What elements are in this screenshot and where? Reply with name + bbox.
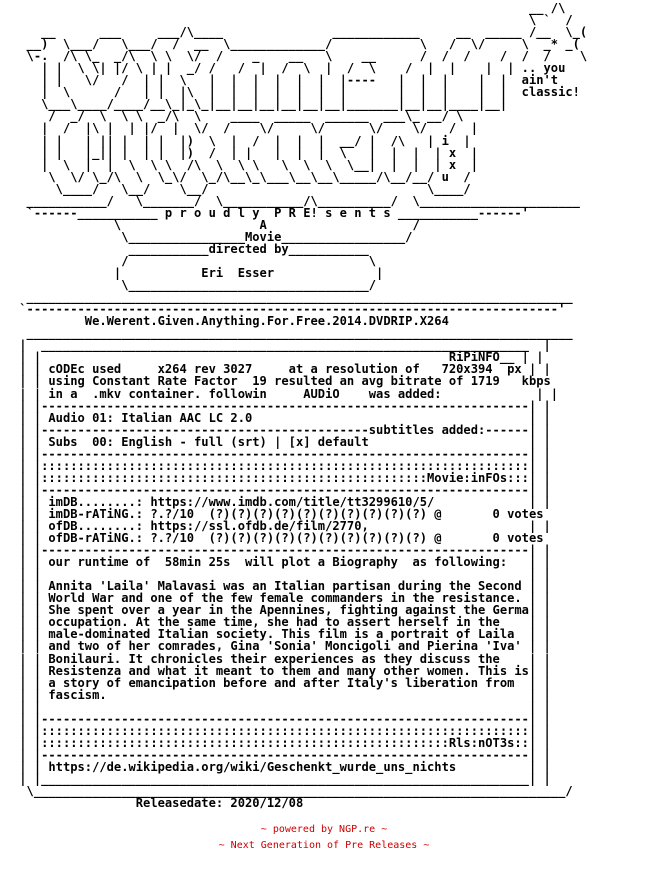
footer-powered-by: ~ powered by NGP.re ~: [260, 824, 388, 835]
nfo-text: __ /\ \ ` / __ ___ ___/\____ ____________ __ _____ /__ \_( __) \___/ \___/ / __ \_____________/ \ / \/ \ _* _( \-. /\ \_ _/\ \ \ \/ / _ __ \ __ / / / / / / \ | | \ \| |/ \ | | _/ / / | / \ | / \ / | | | | .. you | | \/ / | | \ | | | | | | |---- | | | | | ain't | \ / | | |\ | | | | | | | | | | | | classic! \___\____/____/__\_|_\_|__|__|__|__|__|__|_______|__|__|____|__| / _/ \ \ \ _/\ \ ____ _____ ______ ___\_ __/ \ | / |\ | | |/ | \/ / \/ \/ \/ \/ / | | | | || | | | |) \ | / | | | __/ | /\ | i | | | |_|| | | | |) / | | | | | \ | | | | x | | \ | | \ \ \ /\ \ \ \ \ \ \ \__| | | | x | \ \/ \_/\ \ \_\/ \_/\__\_\___\__\__\_____/\__/__/ u / \____/ \__/ \__/ \____/ ___________/ \_______/ \___________/\__________/ \______________________ `------___________ p r o u d l y P R E! s e n t s ___________------' \ A / \________________Movie_________________/ ___________directed by___________ / \ | Eri Esser | \_________________________________/ ___________________________________________________________________________ `-------------------------------------------------------------------------' We.Werent.Given.Anything.For.Free.2014.DVDRIP.X264 ___________________________________________________________________________ | ___________________________________________________________________ | | | RiPiNFO__ | | | | cODEc used x264 rev 3027 at a resolution of 720x394 px | | | | using Constant Rate Factor 19 resulted an avg bitrate of 1719 kbps | | in a .mkv container. followin AUDiO was added: | | | |-------------------------------------------------------------------| | | | Audio 01: Italian AAC LC 2.0 | | | |---------------------------------------------subtitles added:------| | | | Subs 00: English - full (srt) | [x] default | | | |-------------------------------------------------------------------| | | |:::::::::::::::::::::::::::::::::::::::::::::::::::::::::::::::::::| | | |:::::::::::::::::::::::::::::::::::::::::::::::::::::Movie:inFOs:::| | | |-------------------------------------------------------------------| | | | imDB........: https://www.imdb.com/title/tt3299610/5/ | | | | imDB-rATiNG.: ?.?/10 (?)(?)(?)(?)(?)(?)(?)(?)(?)(?) @ 0 votes | | ofDB........: https://ssl.ofdb.de/film/2770, | | | | ofDB-rATiNG.: ?.?/10 (?)(?)(?)(?)(?)(?)(?)(?)(?)(?) @ 0 votes | |-------------------------------------------------------------------| | | | our runtime of 58min 25s will plot a Biography as following: | | | | | | | | Annita 'Laila' Malavasi was an Italian partisan during the Second | | | | World War and one of the few female commanders in the resistance. | | | | She spent over a year in the Apennines, fighting against the Germa| | | | occupation. At the same time, she had to assert herself in the | | | | male-dominated Italian society. This film is a portrait of Laila | | | | and two of her comrades, Gina 'Sonia' Moncigoli and Pierina 'Iva' | | | | Bonilauri. It chronicles their experiences as they discuss the | | | | Resistenza and what it meant to them and many other women. This is| | | | a story of emancipation before and after Italy's liberation from | | | | fascism. | | | | | | | |-------------------------------------------------------------------| | | |:::::::::::::::::::::::::::::::::::::::::::::::::::::::::::::::::::| | | |::::::::::::::::::::::::::::::::::::::::::::::::::::::::Rls:nOT3s::| | | |-------------------------------------------------------------------| | | | https://de.wikipedia.org/wiki/Geschenkt_wurde_uns_nichts | | | |___________________________________________________________________| | \_________________________________________________________________________/ Releasedate: 2020/12/08: [19, 1, 588, 811]
footer-tagline: ~ Next Generation of Pre Releases ~: [218, 840, 430, 851]
